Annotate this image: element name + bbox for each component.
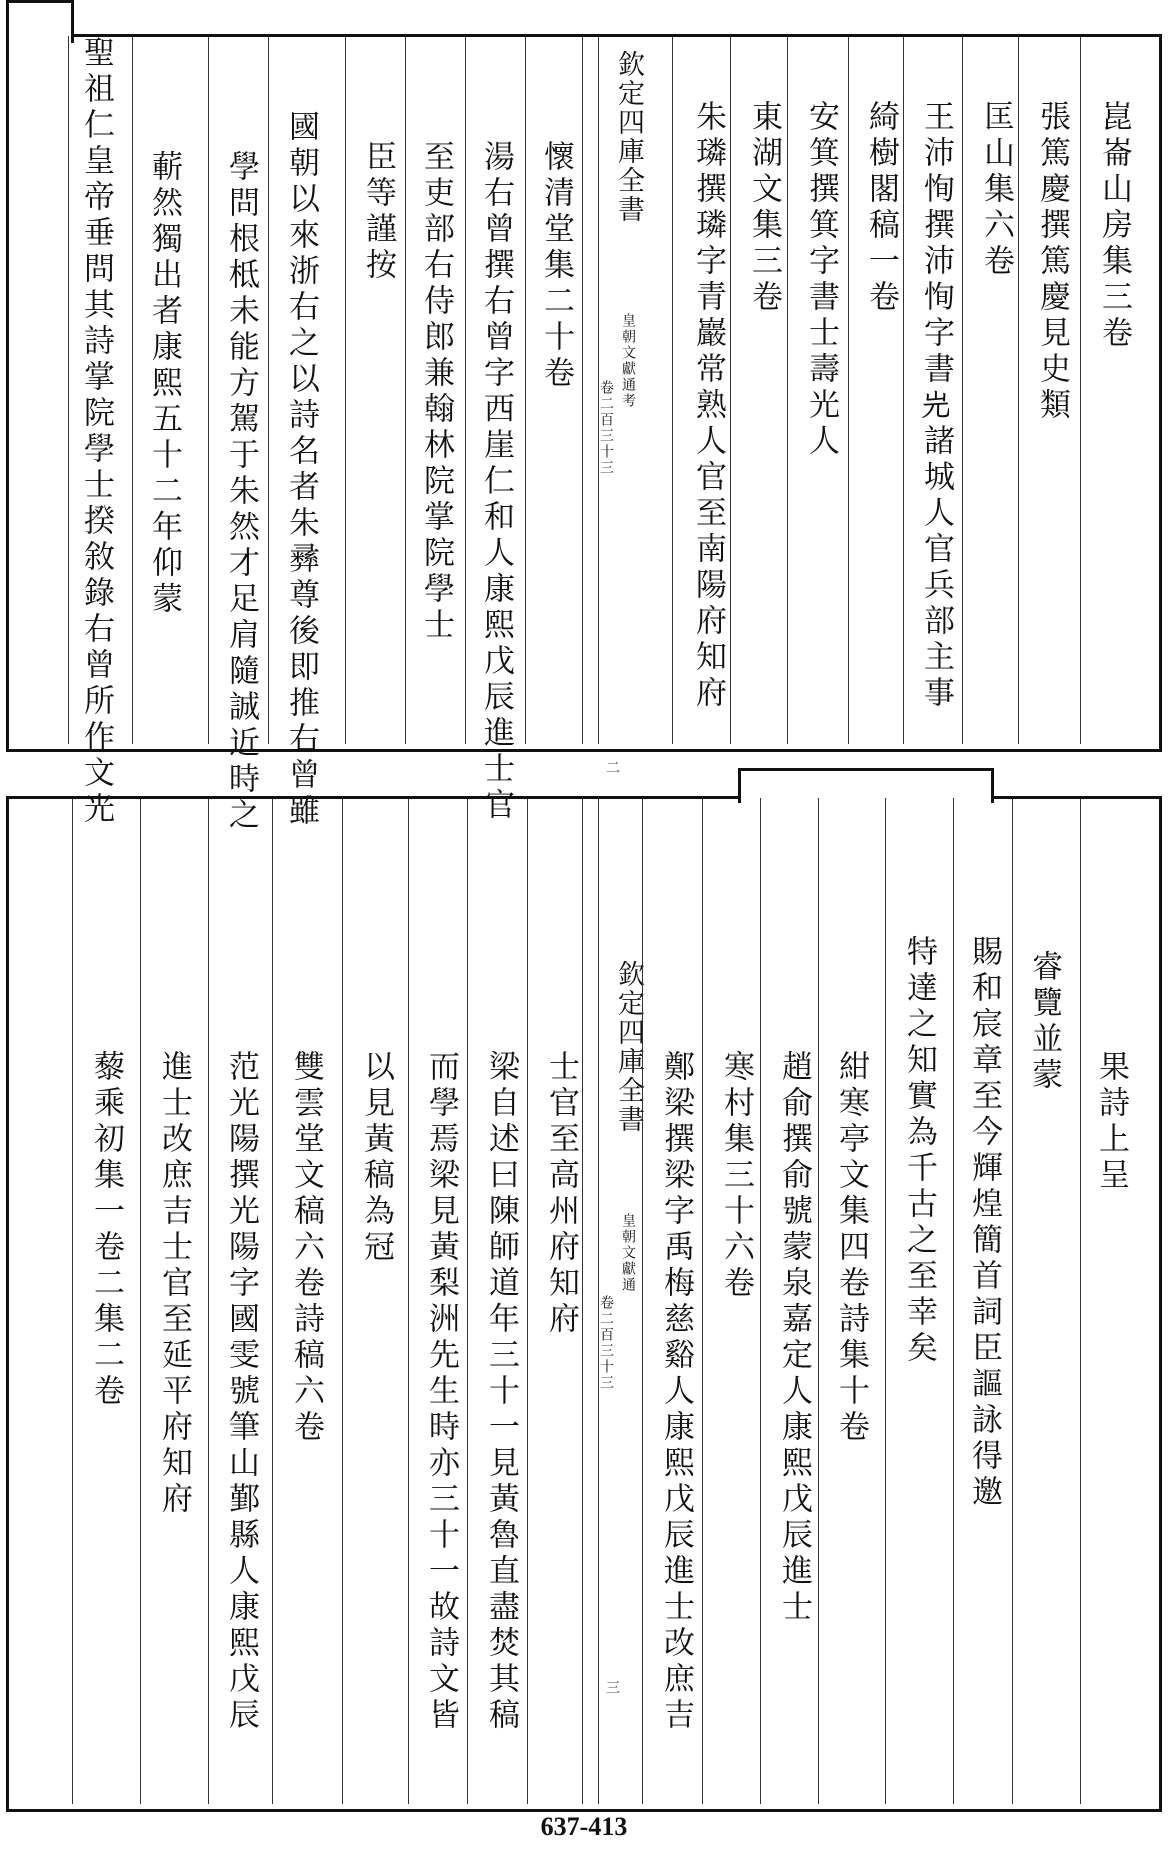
bottom-margin-juan: 卷二百三十三 — [598, 1295, 614, 1391]
bottom-margin-source: 皇朝文獻通 — [620, 1213, 636, 1293]
top-column-rule — [1080, 36, 1081, 744]
bottom-column-rule — [582, 798, 583, 1804]
bottom-column-rule — [527, 798, 528, 1804]
bottom-margin-folio-block — [604, 1640, 620, 1696]
top-column-rule — [208, 36, 209, 744]
bottom-column-rule — [702, 798, 703, 1804]
top-column-rule — [1018, 36, 1019, 744]
top-margin-source: 皇朝文獻通考 — [620, 313, 636, 409]
top-col-8: 朱璘撰璘字青巖常熟人官至南陽府知府 — [690, 100, 726, 712]
top-column-rule — [132, 36, 133, 744]
top-column-rule — [962, 36, 963, 744]
top-margin-title: 欽定四庫全書 — [613, 50, 644, 224]
top-col-13: 國朝以來浙右之以詩名者朱彞尊後即推右曾雖 — [283, 110, 319, 830]
bottom-column-rule — [953, 798, 954, 1804]
bottom-col-7: 寒村集三十六卷 — [718, 1050, 754, 1302]
bottom-page-tab — [738, 768, 994, 803]
top-col-10: 湯右曾撰右曾字西崖仁和人康熙戊辰進士官 — [478, 140, 514, 824]
top-col-11: 至吏部右侍郎兼翰林院掌院學士 — [418, 140, 454, 644]
bottom-col-2: 睿覽並蒙 — [1026, 950, 1062, 1094]
bottom-column-rule — [408, 798, 409, 1804]
bottom-column-rule — [72, 798, 73, 1804]
top-col-7: 東湖文集三卷 — [746, 100, 782, 316]
bottom-col-15: 進士改庶吉士官至延平府知府 — [156, 1050, 192, 1518]
top-col-14: 學問根柢未能方駕于朱然才足肩隨誠近時之 — [223, 150, 259, 834]
bottom-col-5: 紺寒亭文集四卷詩集十卷 — [833, 1050, 869, 1446]
top-col-2: 張篤慶撰篤慶見史類 — [1034, 100, 1070, 424]
top-margin-folio-block — [604, 720, 620, 776]
top-column-rule — [672, 36, 673, 744]
bottom-col-12: 以見黃稿為冠 — [358, 1050, 394, 1266]
top-col-1: 崑崙山房集三卷 — [1096, 100, 1132, 352]
bottom-col-10: 梁自述曰陳師道年三十一見黃魯直盡焚其稿 — [483, 1050, 519, 1734]
bottom-col-11: 而學焉梁見黃梨洲先生時亦三十一故詩文皆 — [423, 1050, 459, 1734]
bottom-margin-block — [615, 960, 642, 1293]
top-column-rule — [68, 36, 69, 744]
top-col-12: 臣等謹按 — [360, 140, 396, 284]
bottom-col-4: 特達之知實為千古之至幸矣 — [901, 935, 937, 1367]
bottom-column-rule — [208, 798, 209, 1804]
top-col-16: 聖祖仁皇帝垂問其詩掌院學士揆敘錄右曾所作文光 — [78, 36, 114, 828]
bottom-column-rule — [1012, 798, 1013, 1804]
top-col-6: 安箕撰箕字書士壽光人 — [803, 100, 839, 460]
bottom-margin-folio: 三 — [604, 1680, 620, 1696]
top-column-rule — [787, 36, 788, 744]
bottom-column-rule — [818, 798, 819, 1804]
top-margin-juan: 卷二百三十三 — [598, 380, 614, 476]
bottom-col-3: 賜和宸章至今輝煌簡首詞臣謳詠得邀 — [966, 935, 1002, 1511]
bottom-col-1: 果詩上呈 — [1093, 1050, 1129, 1194]
top-column-rule — [268, 36, 269, 744]
bottom-column-rule — [1080, 798, 1081, 1804]
bottom-col-6: 趙俞撰俞號蒙泉嘉定人康熙戊辰進士 — [776, 1050, 812, 1626]
top-column-rule — [525, 36, 526, 744]
top-column-rule — [730, 36, 731, 744]
bottom-column-rule — [760, 798, 761, 1804]
bottom-column-rule — [342, 798, 343, 1804]
bottom-col-14: 范光陽撰光陽字國雯號筆山鄞縣人康熙戊辰 — [223, 1050, 259, 1734]
bottom-margin-title: 欽定四庫全書 — [613, 960, 644, 1134]
top-column-rule — [465, 36, 466, 744]
bottom-col-13: 雙雲堂文稿六卷詩稿六卷 — [288, 1050, 324, 1446]
top-column-rule — [582, 36, 583, 744]
bottom-column-rule — [885, 798, 886, 1804]
top-column-rule — [598, 36, 599, 744]
top-column-rule — [903, 36, 904, 744]
top-col-15: 蔪然獨出者康熙五十二年仰蒙 — [146, 150, 182, 618]
top-margin-block — [615, 50, 642, 409]
bottom-column-rule — [272, 798, 273, 1804]
bottom-column-rule — [642, 798, 643, 1804]
bottom-col-16: 藜乘初集一卷二集二卷 — [88, 1050, 124, 1410]
top-col-3: 匡山集六卷 — [978, 100, 1014, 280]
bottom-column-rule — [467, 798, 468, 1804]
bottom-margin-juan-block — [598, 1255, 614, 1391]
top-margin-juan-block — [598, 340, 614, 476]
top-column-rule — [405, 36, 406, 744]
top-page-tab — [6, 0, 74, 43]
bottom-column-rule — [598, 798, 599, 1804]
top-col-9: 懷清堂集二十卷 — [538, 140, 574, 392]
top-col-5: 綺樹閣稿一卷 — [863, 100, 899, 316]
top-margin-folio: 二 — [604, 760, 620, 776]
top-col-4: 王沛恂撰沛恂字書𡵉諸城人官兵部主事 — [918, 100, 954, 712]
top-column-rule — [848, 36, 849, 744]
bottom-column-rule — [140, 798, 141, 1804]
bottom-col-8: 鄭梁撰梁字禹梅慈谿人康熙戊辰進士改庶吉 — [658, 1050, 694, 1734]
page-number: 637-413 — [540, 1812, 628, 1841]
top-column-rule — [345, 36, 346, 744]
bottom-col-9: 士官至高州府知府 — [543, 1050, 579, 1338]
